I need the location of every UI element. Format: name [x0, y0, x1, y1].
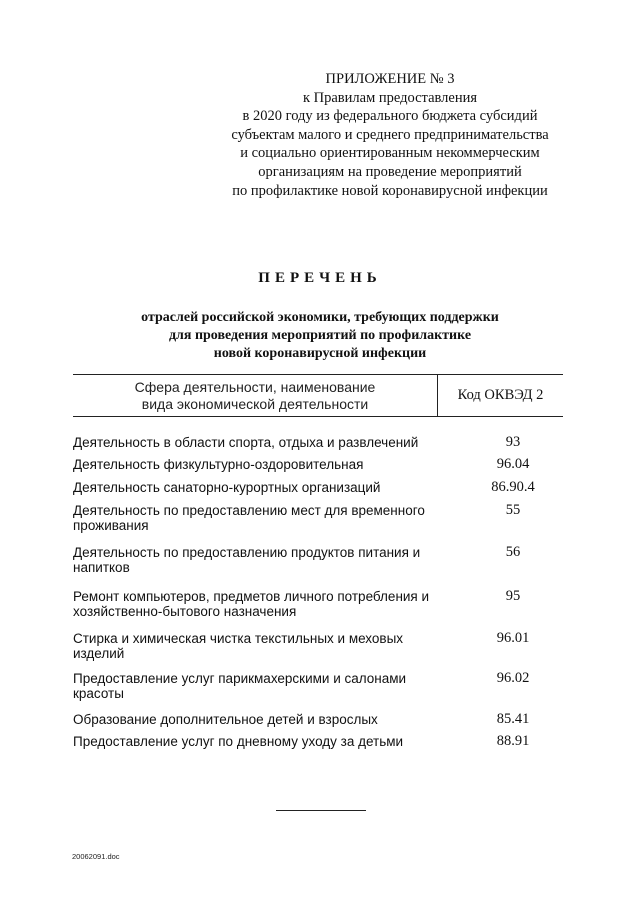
okved-code-cell: 55: [505, 501, 521, 518]
subtitle-line: для проведения мероприятий по профилактике: [168, 328, 472, 343]
okved-code-cell: 85.41: [496, 710, 530, 727]
annex-line: и социально ориентированным некоммерческим: [240, 145, 540, 162]
document-title: ПЕРЕЧЕНЬ: [258, 270, 382, 286]
table-row: [73, 631, 563, 662]
activity-cell: Деятельность в области спорта, отдыха и развлечений: [73, 435, 419, 450]
activity-cell: Предоставление услуг парикмахерскими и салонами красоты: [73, 670, 407, 701]
activity-cell: Ремонт компьютеров, предметов личного потребления и хозяйственно-бытового назначения: [73, 588, 430, 619]
table-row: [73, 503, 563, 534]
okved-code-cell: 96.02: [496, 669, 530, 686]
table-row: [73, 734, 563, 750]
activity-header-line: вида экономической деятельности: [141, 395, 369, 412]
activity-column-header: [73, 375, 437, 416]
table-row: [73, 671, 563, 702]
subtitle-line: новой коронавирусной инфекции: [213, 346, 427, 361]
activity-cell: Стирка и химическая чистка текстильных и меховых изделий: [73, 630, 404, 661]
document-title-block: [70, 270, 570, 363]
okved-code-cell: 88.91: [496, 733, 530, 749]
annex-line: организациям на проведение мероприятий: [258, 163, 522, 180]
annex-line: субъектам малого и среднего предпринимательства: [231, 126, 549, 143]
annex-line: в 2020 году из федерального бюджета субсидий: [242, 108, 538, 125]
table-row: [73, 457, 563, 473]
activity-header-line: Сфера деятельности, наименование: [134, 378, 376, 395]
activity-cell: Деятельность по предоставлению продуктов питания и напитков: [73, 544, 421, 575]
annex-line: по профилактике новой коронавирусной инфекции: [232, 182, 548, 199]
table-row: [73, 712, 563, 728]
table-row: [73, 435, 563, 451]
activity-cell: Деятельность физкультурно-оздоровительная: [73, 456, 364, 472]
okved-code-cell: 96.01: [496, 629, 530, 646]
annex-line: к Правилам предоставления: [302, 89, 478, 106]
activity-cell: Образование дополнительное детей и взрослых: [73, 711, 378, 727]
code-column-header: Код ОКВЭД 2: [437, 375, 563, 416]
end-separator-line: [276, 810, 366, 811]
okved-code-cell: 93: [505, 434, 521, 450]
activity-cell: Деятельность санаторно-курортных организаций: [73, 480, 381, 495]
okved-code-cell: 96.04: [496, 455, 530, 472]
okved-code-cell: 56: [505, 543, 521, 560]
okved-code-cell: 86.90.4: [491, 479, 535, 495]
okved-code-cell: 95: [505, 587, 521, 604]
footer-filename: 20062091.doc: [72, 852, 120, 861]
table-row: [73, 480, 563, 496]
table-row: [73, 589, 563, 620]
activity-cell: Деятельность по предоставлению мест для временного проживания: [73, 502, 425, 533]
table-body: [73, 435, 563, 750]
annex-header: [210, 70, 570, 200]
table-row: [73, 545, 563, 576]
activity-cell: Предоставление услуг по дневному уходу за детьми: [73, 734, 404, 749]
subtitle-line: отраслей российской экономики, требующих поддержки: [141, 310, 499, 325]
table-header: [73, 374, 563, 417]
activities-table: [73, 374, 563, 750]
document-subtitle: [70, 309, 570, 363]
annex-line: ПРИЛОЖЕНИЕ № 3: [325, 71, 455, 87]
